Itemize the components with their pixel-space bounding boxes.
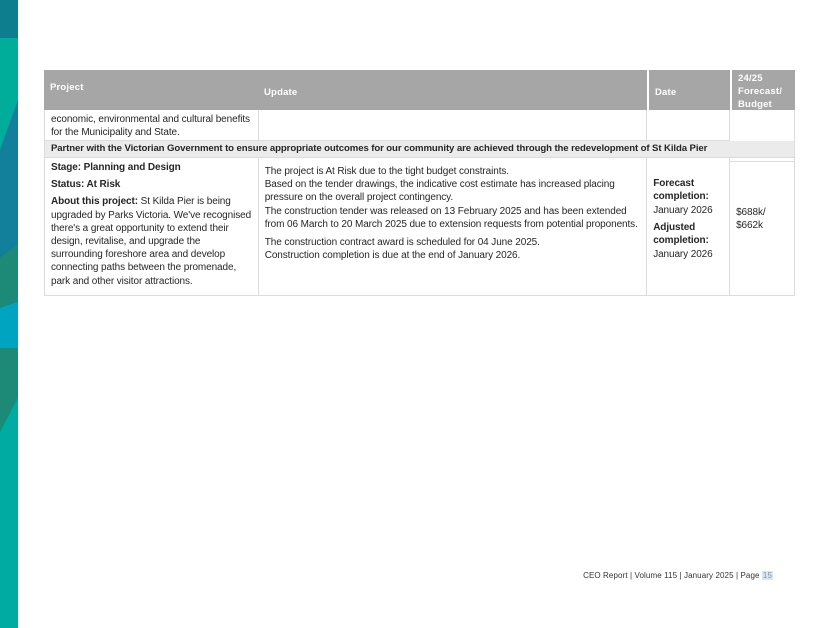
carryover-date-cell — [647, 110, 730, 141]
update-line: The project is At Risk due to the tight budget constraints. — [264, 166, 509, 177]
column-header-date: Date — [647, 70, 730, 110]
forecast-completion-value: January 2026 — [653, 205, 713, 217]
carryover-project-cell: economic, environmental and cultural benefits for the Municipality and State. — [45, 110, 259, 141]
column-header-project: Project — [50, 82, 84, 93]
update-line: Based on the tender drawings, the indicative cost estimate has increased placing pressure on the overall project contingency. — [264, 179, 615, 204]
forecast-completion-label: Forecast completion: — [653, 178, 709, 203]
carryover-update-cell — [259, 110, 647, 141]
table-row-st-kilda-pier — [45, 158, 795, 296]
update-line: The construction tender was released on 13 February 2025 and has been extended from 06 March to 20 March 2025 due to extension requests from potential proponents. — [264, 205, 638, 230]
adjusted-completion-label: Adjusted completion: — [653, 221, 709, 246]
budget-forecast-value: $688k/ — [736, 207, 766, 218]
budget-cell — [730, 158, 795, 296]
table-header-row — [44, 70, 795, 110]
date-cell — [647, 158, 730, 296]
project-about-label: About this project: — [51, 196, 138, 208]
section-heading-row: Partner with the Victorian Government to ensure appropriate outcomes for our community are achieved through the redevelopment of St Kilda Pier — [45, 141, 795, 158]
carryover-budget-cell — [730, 110, 795, 162]
sidebar-segment-top — [0, 0, 18, 38]
page-number-field: 15 — [762, 571, 772, 580]
sidebar-accent-graphic — [0, 0, 18, 628]
project-cell — [45, 158, 259, 296]
project-status: Status: At Risk — [51, 179, 121, 191]
table-row-carryover — [45, 110, 795, 141]
footer-text: CEO Report | Volume 115 | January 2025 | Page — [583, 571, 762, 580]
project-stage: Stage: Planning and Design — [51, 162, 181, 173]
budget-budget-value: $662k — [736, 220, 763, 232]
update-line: Construction completion is due at the end of January 2026. — [264, 250, 521, 262]
project-status-table — [44, 70, 795, 296]
sidebar-segment-lightblue — [0, 302, 18, 348]
update-cell — [259, 158, 647, 296]
project-about — [51, 195, 253, 287]
project-about-text: St Kilda Pier is being upgraded by Parks Victoria. We've recognised there's a great opportunity to extend their design, revitalise, and upgrade the surrounding foreshore area and develop connecting paths between the promenade, park and other visitor attractions. — [51, 196, 252, 287]
column-header-budget: 24/25 Forecast/ Budget — [730, 70, 795, 110]
page-footer — [583, 571, 773, 580]
column-header-update: Update — [264, 87, 298, 98]
adjusted-completion-value: January 2026 — [653, 249, 713, 261]
update-line: The construction contract award is scheduled for 04 June 2025. — [264, 237, 540, 249]
table-body — [44, 110, 795, 296]
